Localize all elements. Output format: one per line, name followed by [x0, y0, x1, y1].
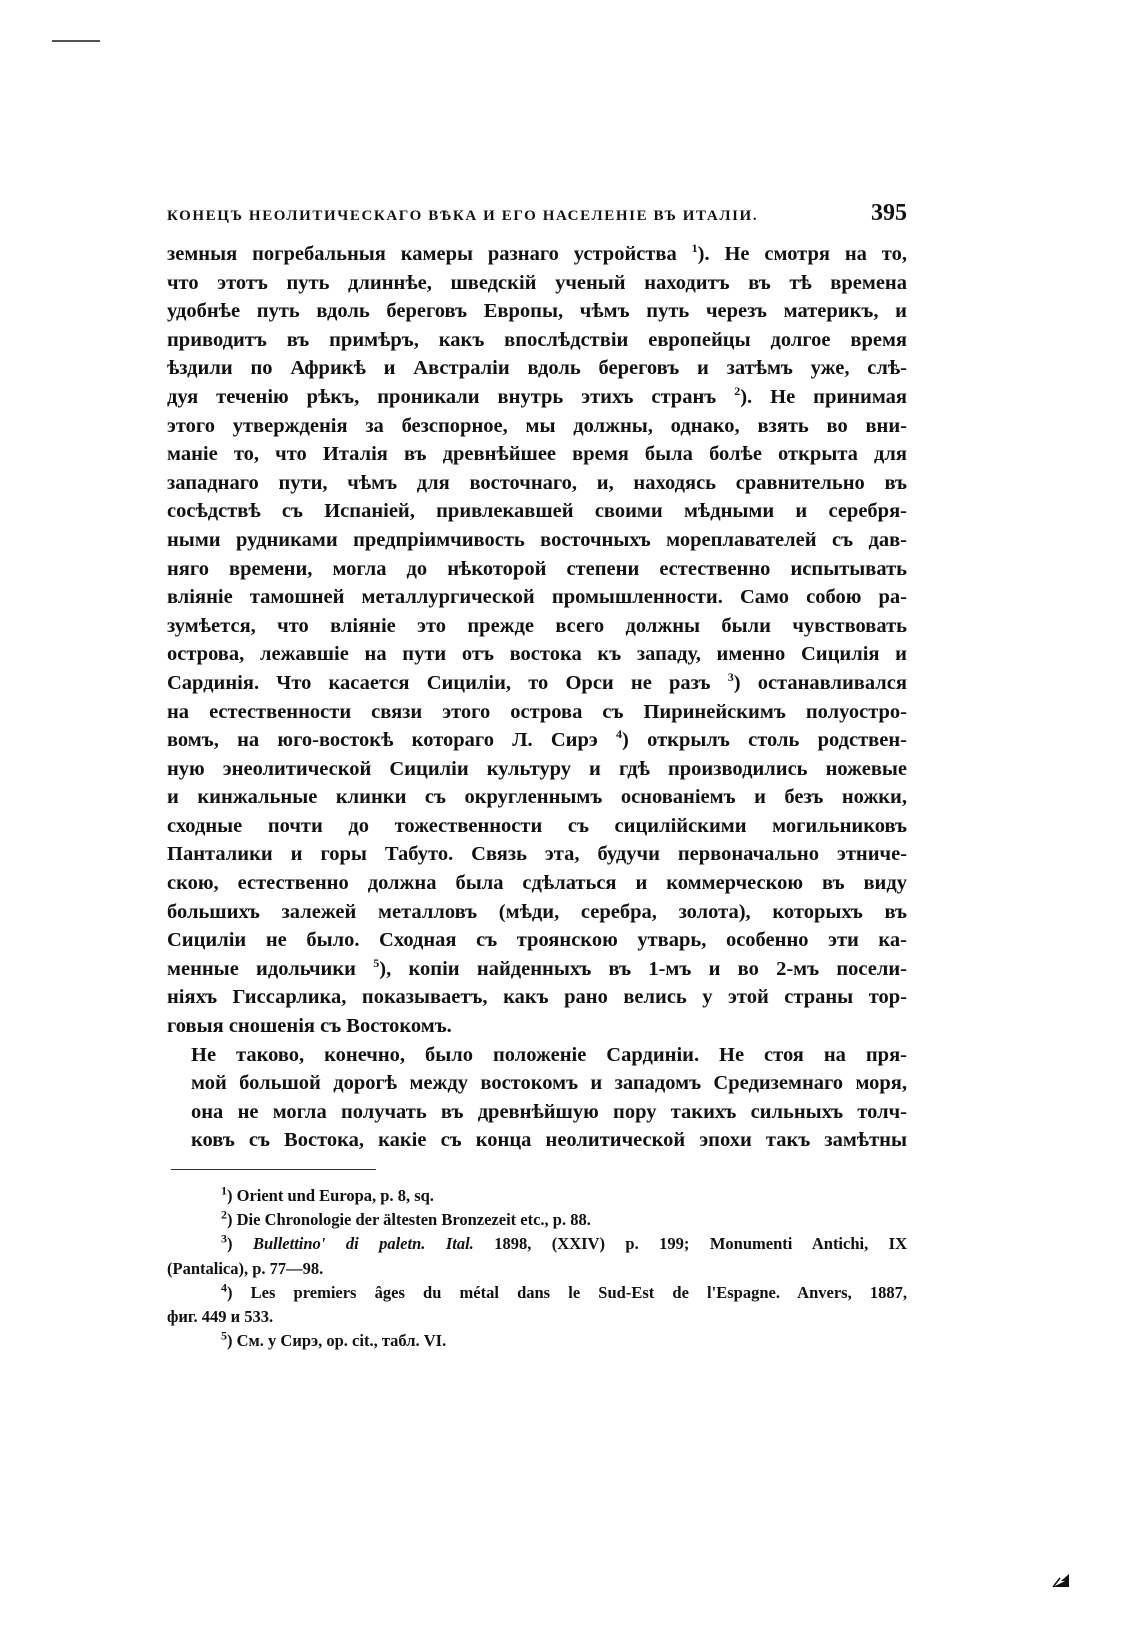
text-line: Сициліи не было. Сходная съ троянскою утварь, особенно эти ка-	[167, 929, 907, 952]
footnote-text: ) Die Chronologie der ältesten Bronzezeit etc., p. 88.	[227, 1210, 591, 1230]
footnotes	[167, 1184, 907, 1353]
text-line: этого утвержденія за безспорное, мы должны, однако, взять во вни-	[167, 414, 907, 437]
text-line: ніяхъ Гиссарлика, показываетъ, какъ рано велись у этой страны тор-	[167, 986, 907, 1009]
text-line: сосѣдствѣ съ Испаніей, привлекавшей своими мѣдными и серебря-	[167, 500, 907, 523]
footnote-3: $^3$) Bullettino' di paletn. Ital. 1898, (XXIV) p. 199; Monumenti Antichi, IX (Pantalica), p. 77—98.	[167, 1232, 907, 1280]
text-line: сходные почти до тожественности съ сицилійскими могильниковъ	[167, 814, 907, 837]
running-title: КОНЕЦЪ НЕОЛИТИЧЕСКАГО ВѢКА И ЕГО НАСЕЛЕНІЕ ВЪ ИТАЛІИ.	[167, 208, 759, 224]
text-line: говыя сношенія съ Востокомъ.	[167, 1015, 452, 1038]
text-line: удобнѣе путь вдоль береговъ Европы, чѣмъ путь черезъ материкъ, и	[167, 300, 907, 323]
footnote-text: 1898, (XXIV) p. 199; Monumenti Antichi, IX	[473, 1234, 908, 1254]
text-line: приводитъ въ примѣръ, какъ впослѣдствіи европейцы долгое время	[167, 328, 907, 351]
footnote-continuation: фиг. 449 и 533.	[167, 1307, 274, 1327]
text-line: западнаго пути, чѣмъ для восточнаго, и, находясь сравнительно въ	[167, 471, 907, 494]
text-line: вомъ, на юго-востокѣ котораго Л. Сирэ $^4$) открылъ столь родствен-	[167, 727, 907, 752]
body-text	[167, 240, 907, 1155]
footnote-italic-title: Bullettino' di paletn. Ital.	[252, 1234, 474, 1254]
paragraph-2	[167, 1041, 907, 1155]
text-line: менные идольчики $^5$), копіи найденныхъ въ 1-мъ и во 2-мъ посели-	[167, 956, 908, 980]
text-line: и кинжальные клинки съ округленнымъ основаніемъ и безъ ножки,	[167, 786, 907, 809]
text-line: зумѣется, что вліяніе это прежде всего должны были чувствовать	[167, 614, 907, 637]
text-line: мой большой дорогѣ между востокомъ и западомъ Средиземнаго моря,	[191, 1072, 907, 1095]
text-line: вліяніе тамошней металлургической промышленности. Само собою ра-	[167, 586, 907, 609]
text-line: скою, естественно должна была сдѣлаться и коммерческою въ виду	[167, 872, 907, 895]
scan-corner-mark-icon	[1052, 1572, 1070, 1588]
footnote-4	[167, 1281, 907, 1329]
text-line: ными рудниками предпріимчивость восточныхъ мореплавателей съ дав-	[167, 528, 907, 551]
text-line: ѣздили по Африкѣ и Австраліи вдоль береговъ и затѣмъ уже, слѣ-	[167, 357, 907, 380]
scan-edge-mark	[52, 40, 100, 42]
page-number: 395	[871, 200, 907, 226]
footnote-5	[167, 1329, 907, 1353]
text-line: Панталики и горы Табуто. Связь эта, будучи первоначально этниче-	[167, 843, 907, 866]
text-line: дуя теченію рѣкъ, проникали внутрь этихъ странъ $^2$). Не принимая	[167, 384, 907, 408]
footnote-number: 3	[221, 1231, 227, 1246]
text-line: что этотъ путь длиннѣе, шведскій ученый находитъ въ тѣ времена	[167, 271, 907, 294]
footnote-continuation: (Pantalica), p. 77—98.	[167, 1258, 324, 1278]
footnote-number: 1	[221, 1183, 227, 1198]
footnote-number: 2	[221, 1207, 227, 1222]
text-line: ную энеолитической Сициліи культуру и гдѣ производились ножевые	[167, 757, 907, 780]
paragraph-1	[167, 240, 907, 1041]
footnote-divider	[171, 1169, 376, 1170]
footnote-text: ) Les premiers âges du métal dans le Sud-Est de l'Espagne. Anvers, 1887,	[227, 1282, 907, 1302]
footnote-2	[167, 1208, 907, 1232]
text-line: Не таково, конечно, было положеніе Сардиніи. Не стоя на пря-	[191, 1043, 907, 1066]
document-page	[167, 200, 907, 1353]
text-line: острова, лежавшіе на пути отъ востока къ западу, именно Сицилія и	[167, 643, 907, 666]
footnote-ref: 1	[691, 241, 698, 256]
footnote-ref: 5	[373, 956, 380, 971]
footnote-ref: 4	[616, 727, 623, 742]
text-line: маніе то, что Италія въ древнѣйшее время была болѣе открыта для	[167, 443, 907, 466]
text-line: Сардинія. Что касается Сициліи, то Орси не разъ $^3$) останавливался	[167, 670, 907, 694]
footnote-text: ) См. у Сирэ, op. cit., табл. VI.	[227, 1331, 447, 1351]
text-line: ковъ съ Востока, какіе съ конца неолитической эпохи такъ замѣтны	[191, 1129, 907, 1152]
running-header	[167, 200, 907, 240]
footnote-text: ) Orient und Europa, p. 8, sq.	[227, 1186, 434, 1205]
footnote-number: 4	[221, 1280, 227, 1295]
footnote-ref: 3	[727, 670, 734, 685]
text-line: большихъ залежей металловъ (мѣди, серебра, золота), которыхъ въ	[167, 900, 907, 923]
footnote-ref: 2	[734, 384, 741, 399]
text-line: няго времени, могла до нѣкоторой степени естественно испытывать	[167, 557, 907, 580]
text-line: на естественности связи этого острова съ Пиринейскимъ полуостро-	[167, 700, 907, 723]
text-line: она не могла получать въ древнѣйшую пору такихъ сильныхъ толч-	[191, 1100, 907, 1123]
footnote-number: 5	[221, 1328, 227, 1343]
footnote-1	[167, 1184, 907, 1208]
text-line: земныя погребальныя камеры разнаго устройства $^1$). Не смотря на то,	[167, 241, 907, 265]
